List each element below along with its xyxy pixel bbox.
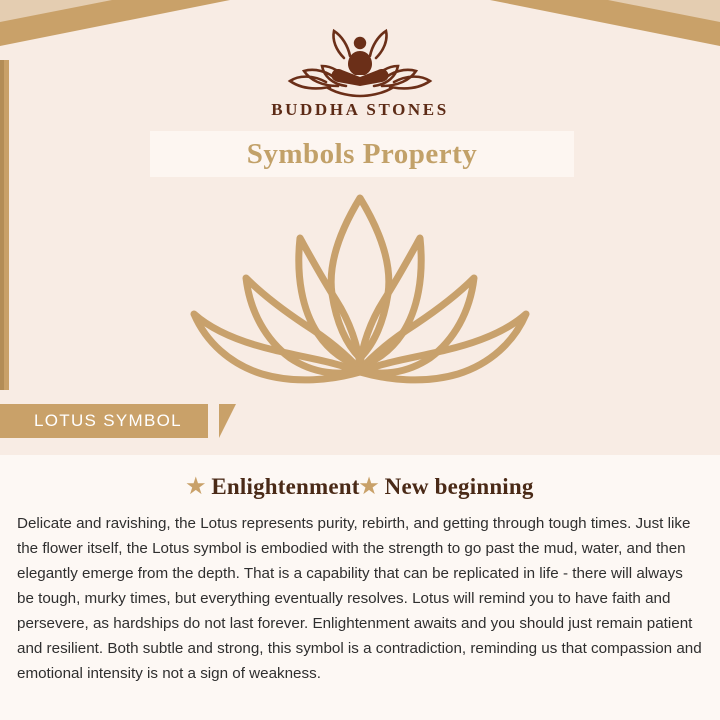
star-icon-left: ★ <box>186 474 206 498</box>
headline-text-right: New beginning <box>384 474 534 499</box>
lotus-symbol-ribbon <box>0 404 208 438</box>
ribbon-tail-decoration <box>219 404 236 438</box>
lotus-meditation-figure-icon <box>280 26 440 98</box>
star-icon-right: ★ <box>359 474 379 498</box>
lotus-illustration <box>0 186 720 391</box>
page-title: Symbols Property <box>246 137 478 170</box>
top-left-inner-corner-decoration <box>0 0 112 22</box>
ribbon-label: LOTUS SYMBOL <box>34 411 182 430</box>
top-right-inner-corner-decoration <box>608 0 720 22</box>
title-plaque <box>150 131 574 177</box>
brand-name: BUDDHA STONES <box>271 100 449 119</box>
description-paragraph: Delicate and ravishing, the Lotus represents purity, rebirth, and getting through tough times. Just like the flower itself, the Lotus symbol is embodied with the strength to go past the mud, water, and then elegantly emerge from the depth. That is a capability that can be replicated in life - there will always be tough, murky times, but everything eventually resolves. Lotus will remind you to have faith and persevere, as hardships do not last forever. Enlightenment awaits and you should just remain patient and resilient. Both subtle and strong, this symbol is a contradiction, reminding us that compassion and emotional intensity is not a sign of weakness. <box>17 515 702 682</box>
headline <box>0 474 720 500</box>
description-panel <box>0 455 720 720</box>
brand-header <box>0 26 720 120</box>
lotus-flower-icon <box>150 186 570 391</box>
headline-text-left: Enlightenment <box>211 474 360 499</box>
